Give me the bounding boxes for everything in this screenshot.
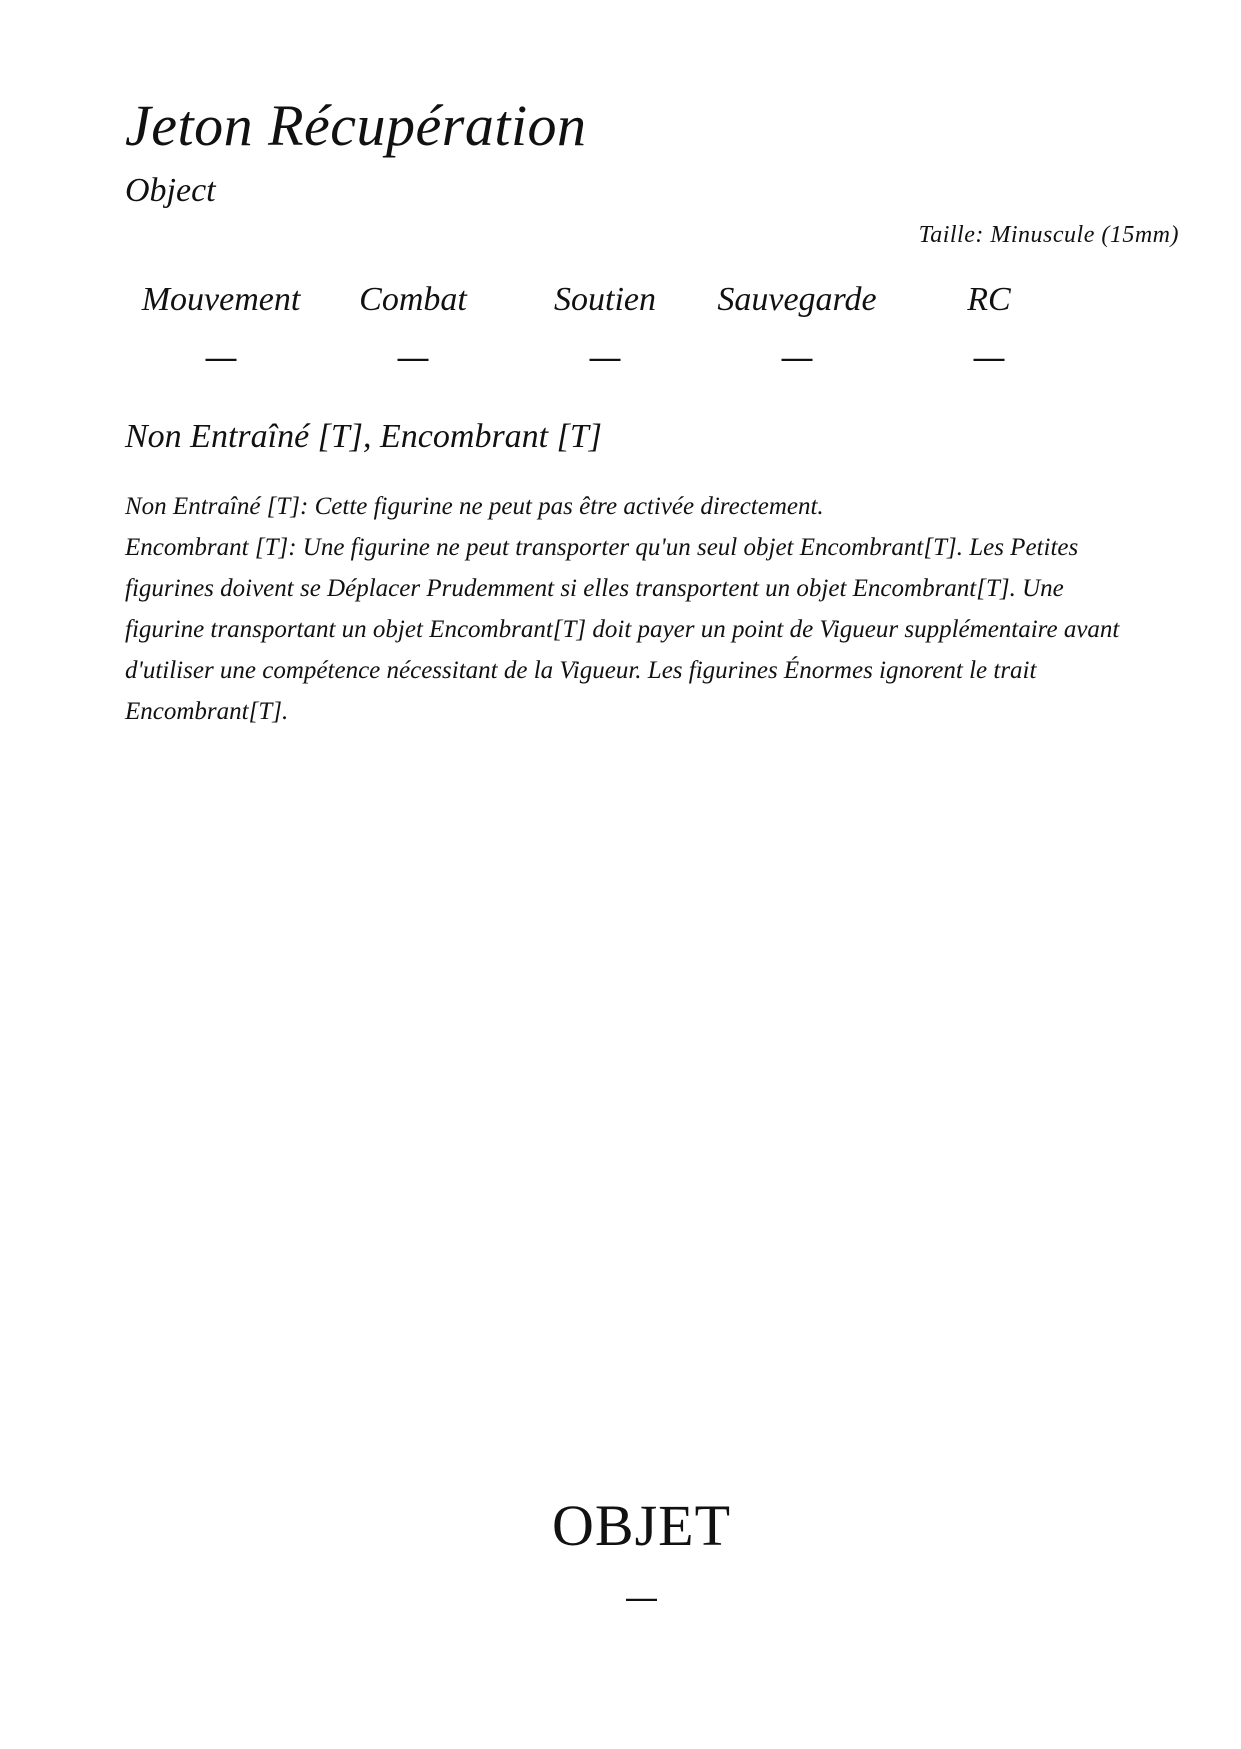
stat-label: RC — [967, 281, 1011, 318]
size-label: Taille: Minuscule (15mm) — [918, 222, 1179, 248]
stat-value: — — [588, 338, 622, 378]
category-title: OBJET — [552, 1493, 731, 1558]
stat-value: — — [780, 338, 814, 378]
stats-row — [125, 278, 1085, 378]
stat-soutien — [509, 278, 701, 378]
stat-sauvegarde — [701, 278, 893, 378]
stat-label: Sauvegarde — [717, 281, 877, 318]
card-title: Jeton Récupération — [125, 93, 587, 158]
stat-mouvement — [125, 278, 317, 378]
stat-label: Soutien — [554, 281, 656, 318]
stat-label: Mouvement — [141, 281, 301, 318]
traits-line: Non Entraîné [T], Encombrant [T] — [125, 418, 602, 455]
stat-combat — [317, 278, 509, 378]
stat-value: — — [972, 338, 1006, 378]
rules-text — [125, 486, 1125, 732]
stat-value: — — [396, 338, 430, 378]
category-value: — — [624, 1578, 659, 1618]
card-subtitle: Object — [125, 172, 216, 209]
rule-encombrant: Encombrant [T]: Une figurine ne peut transporter qu'un seul objet Encombrant[T]. Les Petites figurines doivent se Déplacer Prudemment si elles transportent un objet Encombrant[T]. Une figurine transportant un objet Encombrant[T] doit payer un point de Vigueur supplémentaire avant d'utiliser une compétence nécessitant de la Vigueur. Les figurines Énormes ignorent le trait Encombrant[T]. — [125, 534, 1120, 725]
stat-value: — — [204, 338, 238, 378]
rule-non-entraine: Non Entraîné [T]: Cette figurine ne peut pas être activée directement. — [125, 493, 824, 520]
stat-rc — [893, 278, 1085, 378]
stat-label: Combat — [359, 281, 467, 318]
